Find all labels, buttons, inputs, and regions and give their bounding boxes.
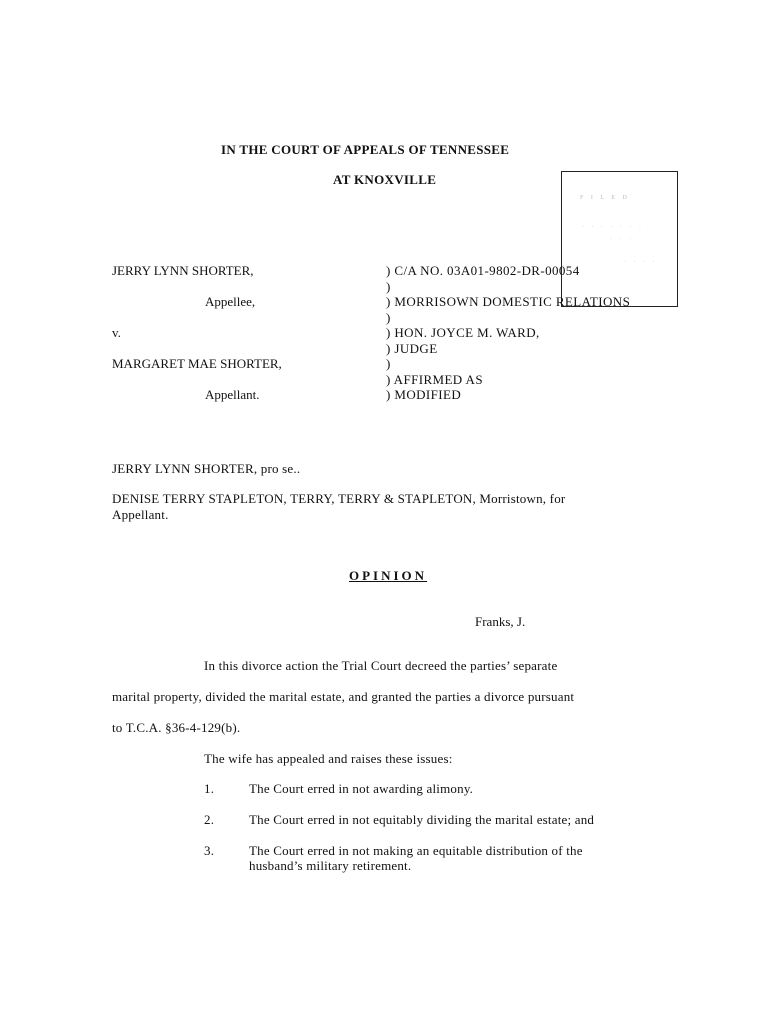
counsel-appellee: JERRY LYNN SHORTER, pro se.. [112,461,301,476]
counsel-appellant-line2: Appellant. [112,507,169,522]
issue-number: 3. [204,843,215,858]
issue-number: 2. [204,812,215,827]
case-number: ) C/A NO. 03A01-9802-DR-00054 [386,263,580,278]
issue-text-continued: husband’s military retirement. [249,858,412,873]
caption-appellee-role: Appellee, [205,294,256,309]
caption-appellee-name: JERRY LYNN SHORTER, [112,263,254,278]
court-location: AT KNOXVILLE [333,172,437,187]
paragraph-1-line-2: marital property, divided the marital estate, and granted the parties a divorce pursuant [112,689,575,704]
judge-title: ) JUDGE [386,340,438,356]
stamp-mark: · · · · [624,259,658,265]
issue-text: The Court erred in not making an equitable distribution of the [249,843,583,858]
stamp-label: F I L E D [580,195,630,201]
caption-appellant-name: MARGARET MAE SHORTER, [112,356,282,371]
disposition-line1: ) AFFIRMED AS [386,371,483,387]
caption-right: ) C/A NO. 03A01-9802-DR-00054 ) ) MORRISOWN DOMESTIC RELATIONS ) ) HON. JOYCE M. WARD, ) JUDGE ) ) AFFIRMED AS ) MODIFIED [386,263,686,403]
opinion-heading: OPINION [349,568,428,583]
caption-left [112,263,372,403]
court-title: IN THE COURT OF APPEALS OF TENNESSEE [221,142,510,157]
issue-text: The Court erred in not awarding alimony. [249,781,474,796]
counsel-appellant-line1: DENISE TERRY STAPLETON, TERRY, TERRY & STAPLETON, Morristown, for [112,491,566,506]
judge-name: ) HON. JOYCE M. WARD, [386,325,540,340]
caption-versus: v. [112,325,121,340]
disposition-line2: ) MODIFIED [386,387,462,402]
stamp-mark: · · · [610,236,634,242]
paragraph-1-line-3: to T.C.A. §36-4-129(b). [112,720,241,735]
lower-court: ) MORRISOWN DOMESTIC RELATIONS [386,294,631,309]
issue-text: The Court erred in not equitably dividing the marital estate; and [249,812,595,827]
opinion-author: Franks, J. [475,614,526,629]
issue-number: 1. [204,781,215,796]
paragraph-2: The wife has appealed and raises these issues: [204,751,453,766]
caption-appellant-role: Appellant. [205,387,260,402]
stamp-mark: · · · · · · · [582,224,644,230]
paragraph-1-line-1: In this divorce action the Trial Court decreed the parties’ separate [204,658,558,673]
